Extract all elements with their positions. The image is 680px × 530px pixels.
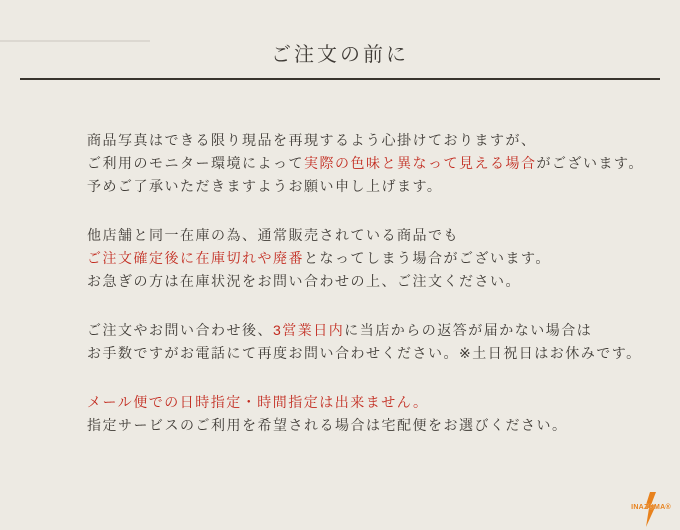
brand-logo	[629, 492, 673, 528]
notice-paragraph	[87, 319, 680, 365]
notice-text: お手数ですがお電話にて再度お問い合わせください。※土日祝日はお休みです。	[87, 345, 642, 361]
notice-text: ご注文やお問い合わせ後、	[87, 322, 273, 338]
notice-text: 他店舗と同一在庫の為、通常販売されている商品でも	[87, 227, 459, 243]
notice-paragraph	[87, 129, 680, 198]
notice-text-highlight: 実際の色味と異なって見える場合	[304, 155, 537, 171]
notice-text: 指定サービスのご利用を希望される場合は宅配便をお選びください。	[87, 417, 568, 433]
notice-paragraph	[87, 224, 680, 293]
brand-name: INAZUMA®	[631, 504, 671, 511]
notice-text: がございます。	[536, 155, 644, 171]
notice-text-highlight: ご注文確定後に在庫切れや廃番	[87, 250, 304, 266]
notice-text: となってしまう場合がございます。	[304, 250, 551, 266]
notice-paragraphs	[87, 129, 680, 437]
notice-text: 商品写真はできる限り現品を再現するよう心掛けておりますが、	[87, 132, 537, 148]
notice-text: 予めご了承いただきますようお願い申し上げます。	[87, 178, 443, 194]
top-edge-artifact	[0, 40, 150, 42]
notice-text: お急ぎの方は在庫状況をお問い合わせの上、ご注文ください。	[87, 273, 521, 289]
notice-text: に当店からの返答が届かない場合は	[344, 322, 593, 338]
notice-text-highlight: メール便での日時指定・時間指定は出来ません。	[87, 394, 429, 410]
notice-text: ご利用のモニター環境によって	[87, 155, 304, 171]
notice-text-highlight: 3営業日内	[273, 322, 345, 338]
page-title: ご注文の前に	[271, 44, 409, 66]
notice-paragraph	[87, 391, 680, 437]
title-underline	[20, 78, 660, 80]
